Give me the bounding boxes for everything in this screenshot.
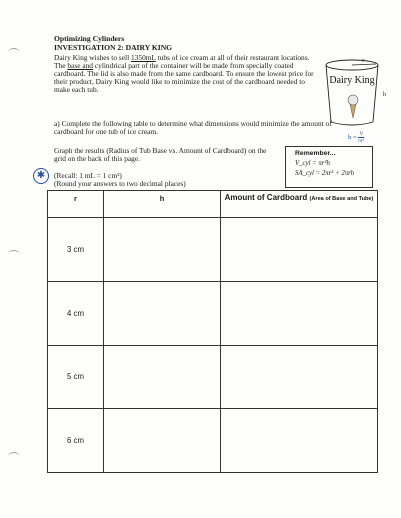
graph-instructions: Graph the results (Radius of Tub Base vs. Amount of Cardboard) on the grid on the back of this page. [54, 146, 267, 164]
intro-volume: 1350mL [130, 53, 156, 62]
amount-cell[interactable] [221, 409, 378, 473]
binder-hole-top [8, 48, 20, 57]
volume-formula: V_cyl = πr²h [295, 160, 330, 167]
binder-hole-bottom [8, 452, 20, 461]
radius-label: r [362, 58, 365, 64]
table-row [48, 218, 378, 282]
note-numerator: V [359, 131, 364, 137]
header-height: h [104, 191, 221, 218]
header-amount-sub: (Area of Base and Tube) [309, 196, 374, 202]
cone-icon [350, 104, 356, 118]
table-row [48, 281, 378, 345]
height-cell[interactable] [104, 281, 221, 345]
ice-cream-scoop-icon [348, 95, 358, 105]
table-header-row [48, 191, 378, 218]
header-amount [221, 191, 378, 218]
title-line-2: INVESTIGATION 2: DAIRY KING [54, 43, 173, 52]
intro-part-3: cylindrical part of the container will be made from specially coated cardboard. The lid is also made from the same cardboard. To ensure the lowest price for their product, Dairy King would like to minimize the cost of the cardboard needed to make each tub. [54, 61, 314, 95]
surface-area-formula: SA_cyl = 2πr² + 2πrh [295, 170, 355, 177]
remember-box [285, 146, 373, 188]
star-icon: ✱ [33, 168, 49, 184]
recall-line-1: (Recall: 1 mL = 1 cm³) [54, 171, 122, 180]
intro-base: base and [67, 61, 93, 71]
height-cell[interactable] [104, 409, 221, 473]
title-line-1: Optimizing Cylinders [54, 34, 125, 43]
table-row [48, 409, 378, 473]
height-cell[interactable] [104, 218, 221, 282]
ice-cream-tub-illustration [322, 56, 386, 128]
worksheet-title [54, 34, 172, 52]
radius-cell: 5 cm [48, 345, 104, 409]
remember-heading: Remember... [295, 150, 336, 157]
handwritten-height-note [348, 131, 364, 144]
amount-cell[interactable] [221, 345, 378, 409]
amount-cell[interactable] [221, 218, 378, 282]
recall-note [54, 172, 254, 188]
header-radius: r [48, 191, 104, 218]
table-row [48, 345, 378, 409]
intro-part-1: Dairy King wishes to sell [54, 53, 131, 62]
intro-part-2: tubs of ice cream at all of their restaurant locations. The [54, 53, 310, 71]
radius-cell: 6 cm [48, 409, 104, 473]
part-a-instructions: a) Complete the following table to determine what dimensions would minimize the amount of cardboard for one tub of ice cream. [54, 119, 332, 137]
radius-cell: 3 cm [48, 218, 104, 282]
amount-cell[interactable] [221, 281, 378, 345]
radius-cell: 4 cm [48, 281, 104, 345]
height-label: h [383, 92, 386, 98]
carton-brand: Dairy King [329, 75, 375, 86]
note-denominator: πr² [358, 138, 365, 144]
header-amount-title: Amount of Cardboard [224, 193, 308, 202]
dimensions-table [47, 190, 378, 473]
binder-hole-middle [8, 250, 20, 259]
recall-line-2: (Round your answers to two decimal places) [54, 179, 186, 189]
intro-paragraph [54, 54, 322, 94]
height-cell[interactable] [104, 345, 221, 409]
note-lhs: h = [348, 133, 357, 141]
